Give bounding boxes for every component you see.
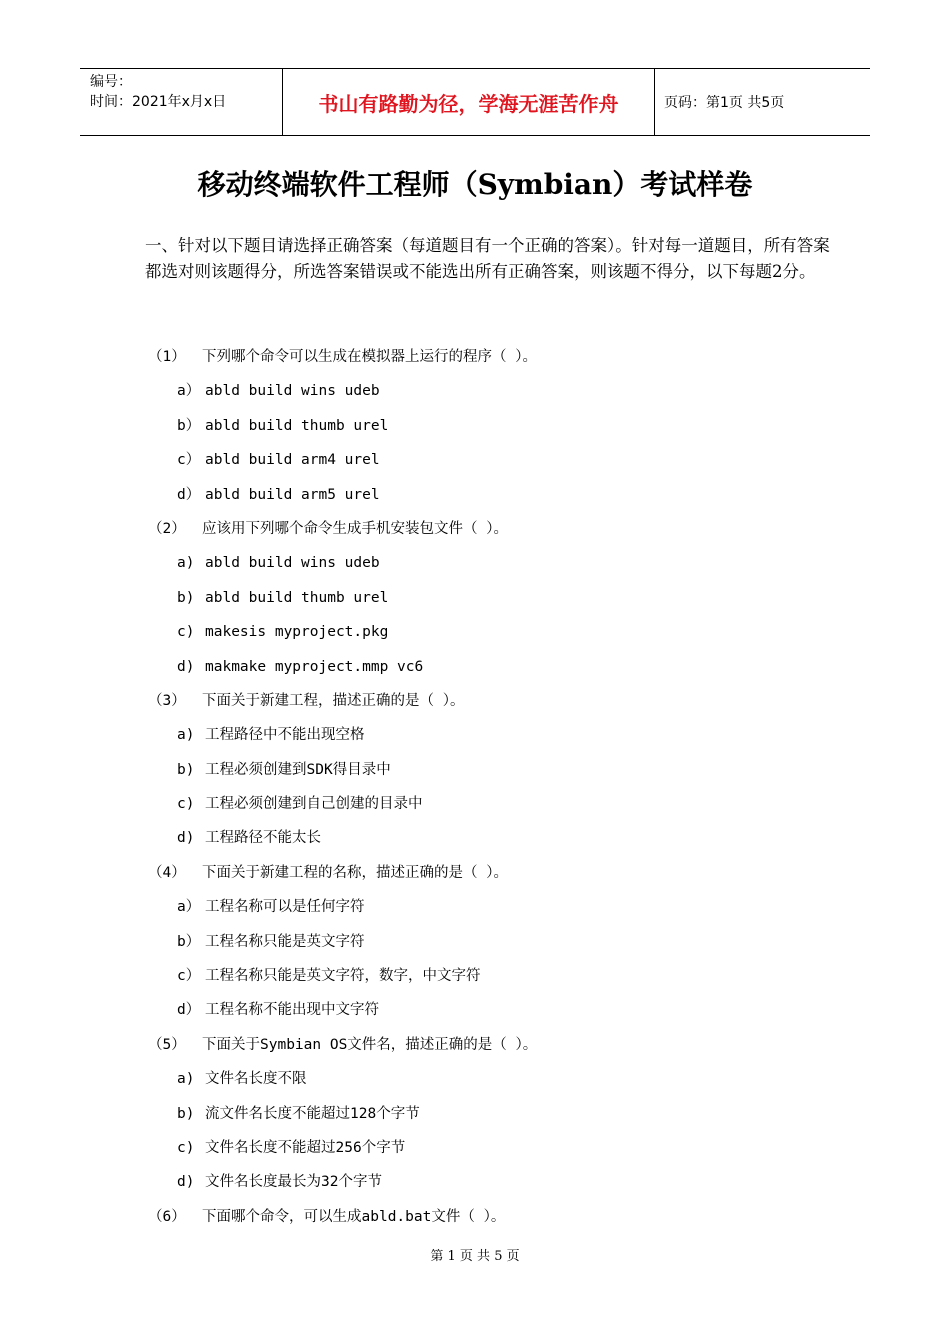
header-meta — [80, 69, 282, 135]
answer-option — [148, 787, 848, 821]
answer-option — [148, 959, 848, 993]
question-list — [148, 340, 848, 1234]
answer-option — [148, 546, 848, 580]
answer-option — [148, 925, 848, 959]
section-intro: 一、针对以下题目请选择正确答案（每道题目有一个正确的答案）。针对每一道题目，所有答案都选对则该题得分，所选答案错误或不能选出所有正确答案，则该题不得分，以下每题2分。 — [145, 236, 830, 281]
option-marker: b) — [177, 761, 195, 778]
option-text: abld build arm4 urel — [205, 452, 380, 469]
option-text: 文件名长度最长为32个字节 — [205, 1174, 382, 1191]
question-number: （6） — [148, 1208, 186, 1225]
option-text: 工程名称不能出现中文字符 — [205, 1002, 379, 1019]
header-page-info: 页码：第1页 共5页 — [664, 95, 785, 111]
question-text: 下列哪个命令可以生成在模拟器上运行的程序（ ）。 — [202, 349, 537, 365]
answer-option — [148, 1165, 848, 1199]
option-marker: b） — [177, 417, 201, 434]
option-marker: a） — [177, 383, 201, 400]
option-marker: a） — [177, 899, 201, 916]
option-text: abld build wins udeb — [205, 555, 380, 572]
option-marker: d) — [177, 658, 195, 675]
option-marker: b） — [177, 933, 201, 950]
option-marker: b) — [177, 1105, 195, 1122]
question-number: （1） — [148, 349, 186, 365]
option-marker: c) — [177, 1139, 195, 1156]
option-text: 文件名长度不限 — [205, 1071, 307, 1088]
answer-option — [148, 890, 848, 924]
option-marker: d) — [177, 830, 195, 847]
option-text: 工程必须创建到自己创建的目录中 — [205, 796, 423, 813]
answer-option — [148, 581, 848, 615]
option-text: 工程名称只能是英文字符 — [205, 933, 365, 950]
question-item — [148, 684, 848, 718]
option-marker: c） — [177, 968, 201, 985]
number-label: 编号： — [90, 74, 132, 90]
question-item — [148, 512, 848, 546]
option-text: 工程路径不能太长 — [205, 830, 321, 847]
question-number: （4） — [148, 864, 186, 881]
option-text: 工程路径中不能出现空格 — [205, 727, 365, 744]
question-text: 下面关于Symbian OS文件名，描述正确的是（ ）。 — [202, 1036, 538, 1053]
option-text: makmake myproject.mmp vc6 — [205, 658, 424, 675]
page-header — [80, 68, 870, 136]
time-label: 时间：2021年x月x日 — [90, 94, 227, 110]
answer-option — [148, 993, 848, 1027]
question-item — [148, 1028, 848, 1062]
document-title: 移动终端软件工程师（Symbian）考试样卷 — [197, 168, 753, 201]
option-text: 文件名长度不能超过256个字节 — [205, 1139, 406, 1156]
answer-option — [148, 753, 848, 787]
answer-option — [148, 409, 848, 443]
question-text: 下面哪个命令，可以生成abld.bat文件（ ）。 — [202, 1208, 506, 1225]
option-text: abld build wins udeb — [205, 383, 380, 400]
page-footer: 第 1 页 共 5 页 — [430, 1249, 520, 1264]
option-marker: b) — [177, 589, 195, 606]
option-marker: a) — [177, 1071, 195, 1088]
option-text: abld build thumb urel — [205, 417, 389, 434]
option-text: makesis myproject.pkg — [205, 624, 389, 641]
option-text: 工程名称只能是英文字符，数字，中文字符 — [205, 968, 481, 985]
question-text: 下面关于新建工程的名称，描述正确的是（ ）。 — [202, 864, 508, 881]
option-marker: c) — [177, 624, 195, 641]
answer-option — [148, 821, 848, 855]
answer-option — [148, 615, 848, 649]
answer-option — [148, 374, 848, 408]
option-marker: d） — [177, 1002, 201, 1019]
question-item — [148, 856, 848, 890]
option-marker: a) — [177, 555, 195, 572]
option-text: abld build arm5 urel — [205, 486, 380, 503]
question-text: 下面关于新建工程，描述正确的是（ ）。 — [202, 692, 465, 709]
option-marker: d） — [177, 486, 201, 503]
option-marker: c) — [177, 796, 195, 813]
option-text: 流文件名长度不能超过128个字节 — [205, 1105, 420, 1122]
question-number: （3） — [148, 692, 186, 709]
question-text: 应该用下列哪个命令生成手机安装包文件（ ）。 — [202, 520, 508, 537]
question-number: （2） — [148, 520, 186, 537]
question-item — [148, 340, 848, 374]
answer-option — [148, 443, 848, 477]
answer-option — [148, 1062, 848, 1096]
option-text: 工程名称可以是任何字符 — [205, 899, 365, 916]
option-text: abld build thumb urel — [205, 589, 389, 606]
option-text: 工程必须创建到SDK得目录中 — [205, 761, 391, 778]
option-marker: d) — [177, 1174, 195, 1191]
header-motto: 书山有路勤为径，学海无涯苦作舟 — [282, 69, 655, 135]
option-marker: c） — [177, 452, 201, 469]
question-item — [148, 1200, 848, 1234]
answer-option — [148, 478, 848, 512]
question-number: （5） — [148, 1036, 186, 1053]
answer-option — [148, 1131, 848, 1165]
answer-option — [148, 650, 848, 684]
answer-option — [148, 718, 848, 752]
option-marker: a) — [177, 727, 195, 744]
answer-option — [148, 1097, 848, 1131]
